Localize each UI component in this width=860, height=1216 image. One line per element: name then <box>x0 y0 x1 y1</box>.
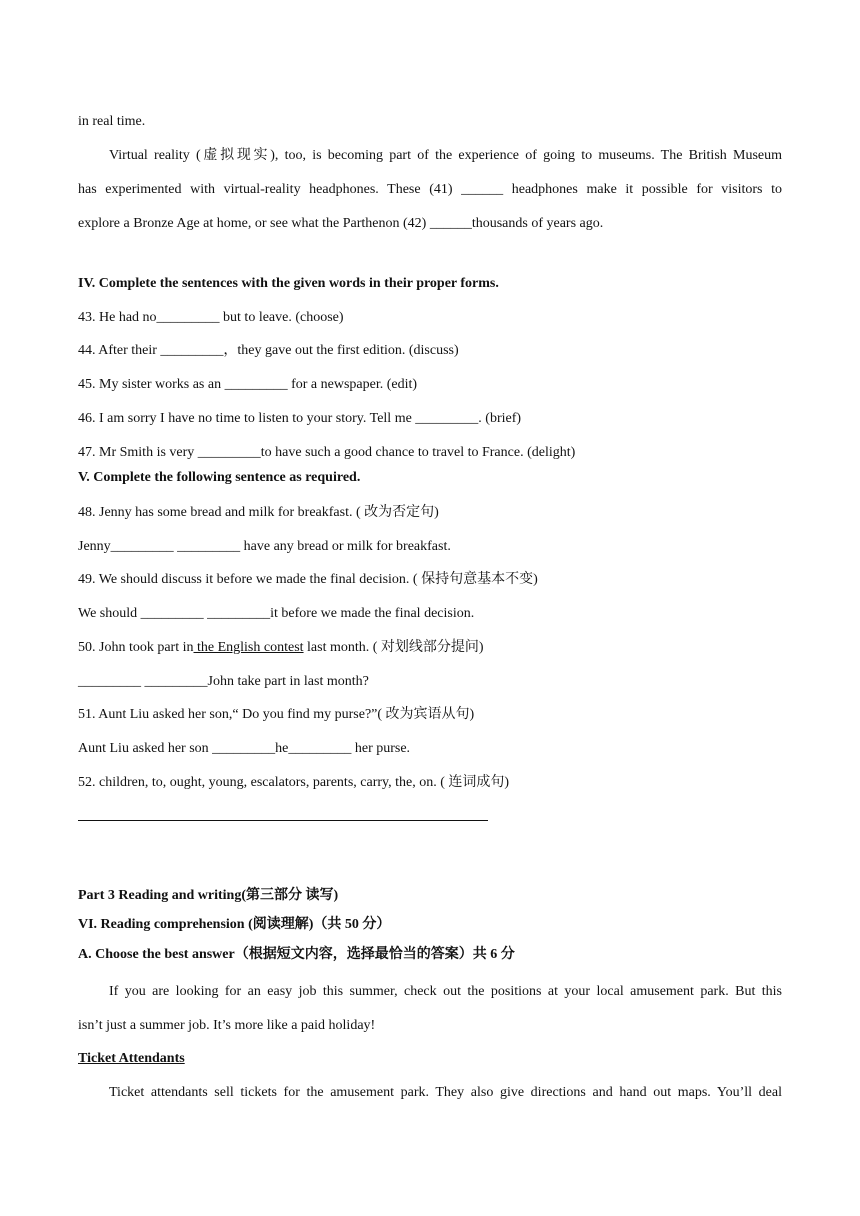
question-51: 51. Aunt Liu asked her son,“ Do you find my purse?”( 改为宾语从句) <box>78 707 475 722</box>
answer-50: _________ _________John take part in last month? <box>78 674 369 689</box>
ticket-attendants-subheading: Ticket Attendants <box>78 1051 185 1066</box>
part-3-title: Part 3 Reading and writing(第三部分 读写) <box>78 888 339 903</box>
answer-52-line <box>78 820 488 821</box>
reading-para-1-line-1: If you are looking for an easy job this summer, check out the positions at your local amusement park. But this <box>109 984 782 999</box>
question-50-underlined-part: the English contest <box>193 640 304 655</box>
answer-48: Jenny_________ _________ have any bread or milk for breakfast. <box>78 539 451 554</box>
passage-line-1: in real time. <box>78 114 146 129</box>
question-48: 48. Jenny has some bread and milk for breakfast. ( 改为否定句) <box>78 505 439 520</box>
passage-line-3: has experimented with virtual-reality headphones. These (41) ______ headphones make it possible for visitors to <box>78 182 782 197</box>
passage-line-2: Virtual reality (虚拟现实), too, is becoming part of the experience of going to museums. The British Museum <box>109 148 782 163</box>
reading-para-2-line-1: Ticket attendants sell tickets for the amusement park. They also give directions and hand out maps. You’ll deal <box>109 1085 782 1100</box>
question-47: 47. Mr Smith is very _________to have such a good chance to travel to France. (delight) <box>78 445 576 460</box>
section-6-heading: VI. Reading comprehension (阅读理解)（共 50 分） <box>78 917 391 932</box>
section-4-heading: IV. Complete the sentences with the given words in their proper forms. <box>78 276 499 291</box>
question-49: 49. We should discuss it before we made the final decision. ( 保持句意基本不变) <box>78 572 538 587</box>
question-45: 45. My sister works as an _________ for a newspaper. (edit) <box>78 377 418 392</box>
question-50 <box>78 639 484 657</box>
passage-line-4: explore a Bronze Age at home, or see what the Parthenon (42) ______thousands of years ago. <box>78 216 604 231</box>
answer-51: Aunt Liu asked her son _________he_________ her purse. <box>78 741 411 756</box>
section-a-heading: A. Choose the best answer（根据短文内容，选择最恰当的答案）共 6 分 <box>78 947 515 962</box>
section-5-heading: V. Complete the following sentence as required. <box>78 470 361 485</box>
question-44: 44. After their _________，they gave out the first edition. (discuss) <box>78 343 459 358</box>
question-46: 46. I am sorry I have no time to listen to your story. Tell me _________. (brief) <box>78 411 522 426</box>
question-52: 52. children, to, ought, young, escalators, parents, carry, the, on. ( 连词成句) <box>78 775 510 790</box>
question-50-start: 50. John took part in <box>78 640 194 655</box>
question-43: 43. He had no_________ but to leave. (choose) <box>78 310 344 325</box>
question-50-end: last month. ( 对划线部分提问) <box>303 640 484 655</box>
answer-49: We should _________ _________it before we made the final decision. <box>78 606 475 621</box>
reading-para-1-line-2: isn’t just a summer job. It’s more like a paid holiday! <box>78 1018 376 1033</box>
